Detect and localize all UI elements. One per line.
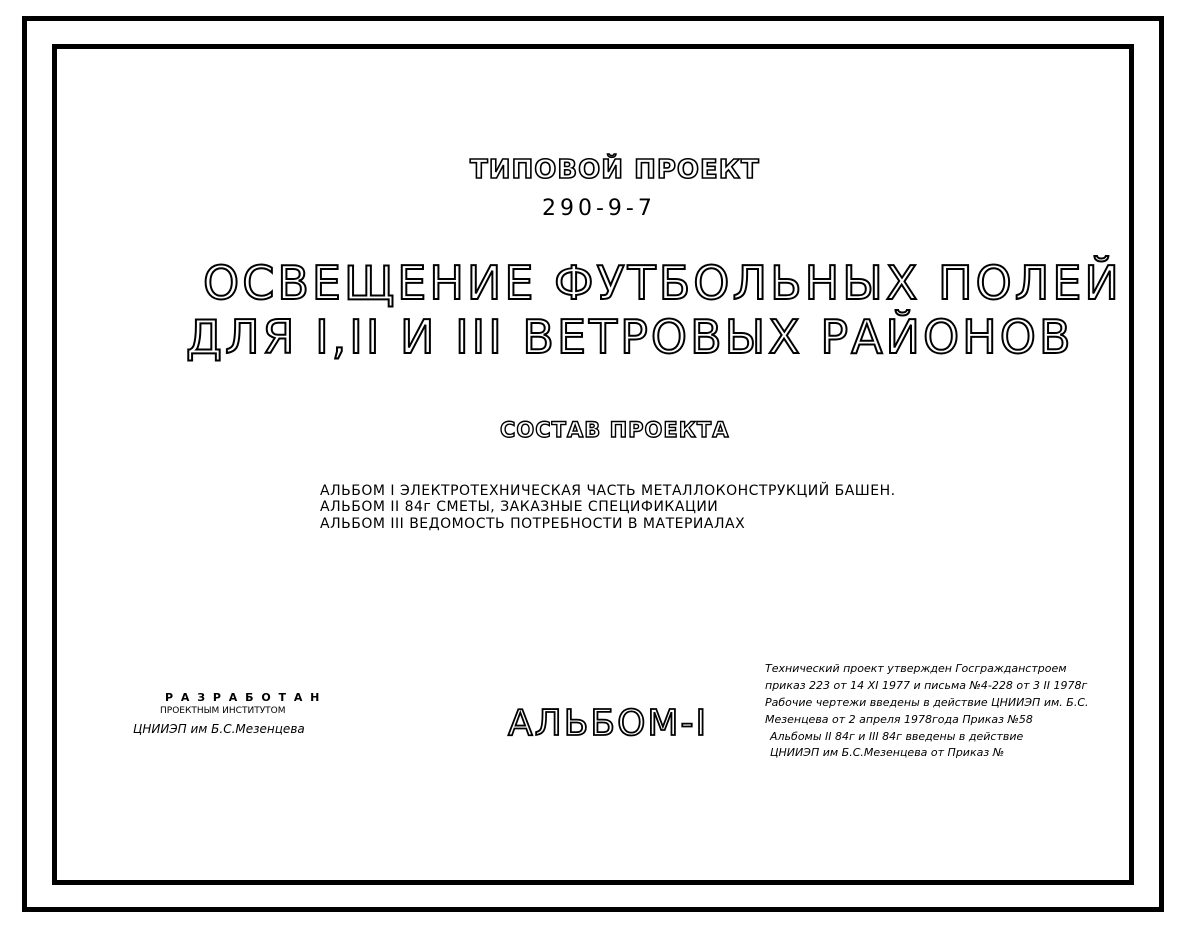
album-label: АЛЬБОМ-I xyxy=(508,703,709,744)
approval-line-5: Альбомы II 84г и III 84г введены в действие xyxy=(770,730,1024,743)
title-line-2: ДЛЯ I,II И III ВЕТРОВЫХ РАЙОНОВ xyxy=(186,310,1074,364)
approval-line-4: Мезенцева от 2 апреля 1978года Приказ №58 xyxy=(765,713,1033,726)
developer-name: ЦНИИЭП им Б.С.Мезенцева xyxy=(133,722,305,736)
project-code: 290-9-7 xyxy=(542,196,656,221)
approval-line-2: приказ 223 от 14 XI 1977 и письма №4-228 от 3 II 1978г xyxy=(765,679,1088,692)
album-line-3: АЛЬБОМ III ВЕДОМОСТЬ ПОТРЕБНОСТИ В МАТЕРИАЛАХ xyxy=(320,516,746,532)
album-line-1: АЛЬБОМ I ЭЛЕКТРОТЕХНИЧЕСКАЯ ЧАСТЬ МЕТАЛЛОКОНСТРУКЦИЙ БАШЕН. xyxy=(320,483,896,499)
approval-line-1: Технический проект утвержден Госгражданстроем xyxy=(765,662,1067,675)
type-project-label: ТИПОВОЙ ПРОЕКТ xyxy=(470,155,760,185)
developer-label: Р А З Р А Б О Т А Н xyxy=(165,691,322,704)
approval-line-6: ЦНИИЭП им Б.С.Мезенцева от Приказ № xyxy=(770,746,1005,759)
developer-subtitle: ПРОЕКТНЫМ ИНСТИТУТОМ xyxy=(160,706,286,716)
approval-line-3: Рабочие чертежи введены в действие ЦНИИЭП им. Б.С. xyxy=(765,696,1089,709)
composition-heading: СОСТАВ ПРОЕКТА xyxy=(500,418,730,442)
album-line-2: АЛЬБОМ II 84г СМЕТЫ, ЗАКАЗНЫЕ СПЕЦИФИКАЦИИ xyxy=(320,499,719,515)
title-line-1: ОСВЕЩЕНИЕ ФУТБОЛЬНЫХ ПОЛЕЙ xyxy=(203,256,1122,310)
